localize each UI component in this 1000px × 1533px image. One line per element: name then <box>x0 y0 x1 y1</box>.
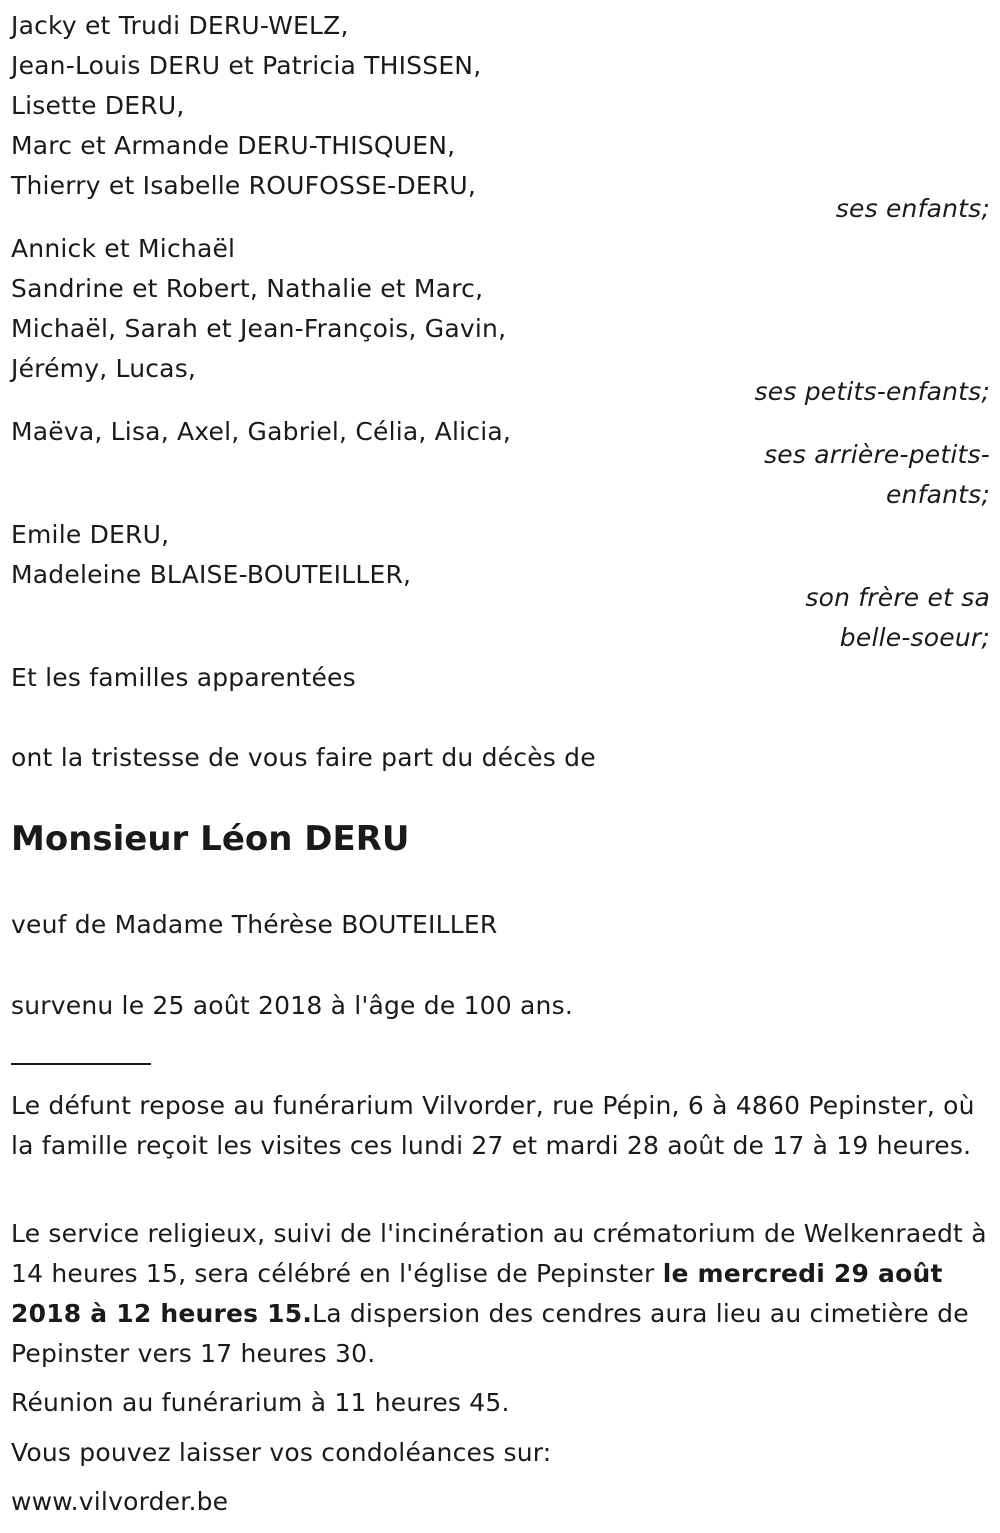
grandchild-line: Sandrine et Robert, Nathalie et Marc, <box>11 274 484 303</box>
sibling-line: Emile DERU, <box>11 520 170 549</box>
grandchild-line: Annick et Michaël <box>11 234 236 263</box>
announcement-line: ont la tristesse de vous faire part du décès de <box>11 743 596 772</box>
widower-line: veuf de Madame Thérèse BOUTEILLER <box>11 910 498 939</box>
child-line: Lisette DERU, <box>11 91 185 120</box>
website-link[interactable]: www.vilvorder.be <box>11 1487 229 1516</box>
rest-info: Le défunt repose au funérarium Vilvorder, rue Pépin, 6 à 4860 Pepinster, où la famille reçoit les visites ces lundi 27 et mardi 28 août de 17 à 19 heures. <box>11 1091 975 1160</box>
grandchildren-relation: ses petits-enfants; <box>754 377 990 406</box>
service-outro: La dispersion des cendres aura lieu au cimetière de Pepinster vers 17 heures 30. <box>11 1299 969 1368</box>
separator-rule <box>11 1063 151 1065</box>
sibling-line: Madeleine BLAISE-BOUTEILLER, <box>11 560 412 589</box>
grandchild-line: Michaël, Sarah et Jean-François, Gavin, <box>11 314 507 343</box>
condolences-line: Vous pouvez laisser vos condoléances sur: <box>11 1438 552 1467</box>
deceased-name: Monsieur Léon DERU <box>11 819 410 859</box>
children-relation: ses enfants; <box>835 194 990 223</box>
great-grandchildren-relation: enfants; <box>885 480 990 509</box>
great-grandchildren-relation: ses arrière-petits- <box>764 440 990 469</box>
child-line: Jean-Louis DERU et Patricia THISSEN, <box>11 51 482 80</box>
families-line: Et les familles apparentées <box>11 663 356 692</box>
siblings-relation: belle-soeur; <box>839 623 990 652</box>
child-line: Jacky et Trudi DERU-WELZ, <box>11 11 349 40</box>
child-line: Thierry et Isabelle ROUFOSSE-DERU, <box>11 171 477 200</box>
death-info: survenu le 25 août 2018 à l'âge de 100 ans. <box>11 991 573 1020</box>
grandchild-line: Jérémy, Lucas, <box>11 354 197 383</box>
service-date: le mercredi 29 août 2018 à 12 heures 15. <box>11 1259 943 1328</box>
reunion-line: Réunion au funérarium à 11 heures 45. <box>11 1388 510 1417</box>
service-info <box>11 1214 989 1374</box>
service-intro: Le service religieux, suivi de l'incinération au crématorium de Welkenraedt à 14 heures 15, sera célébré en l'église de Pepinster <box>11 1219 987 1288</box>
great-grandchild-line: Maëva, Lisa, Axel, Gabriel, Célia, Alicia, <box>11 417 512 446</box>
siblings-relation: son frère et sa <box>805 583 990 612</box>
child-line: Marc et Armande DERU-THISQUEN, <box>11 131 456 160</box>
